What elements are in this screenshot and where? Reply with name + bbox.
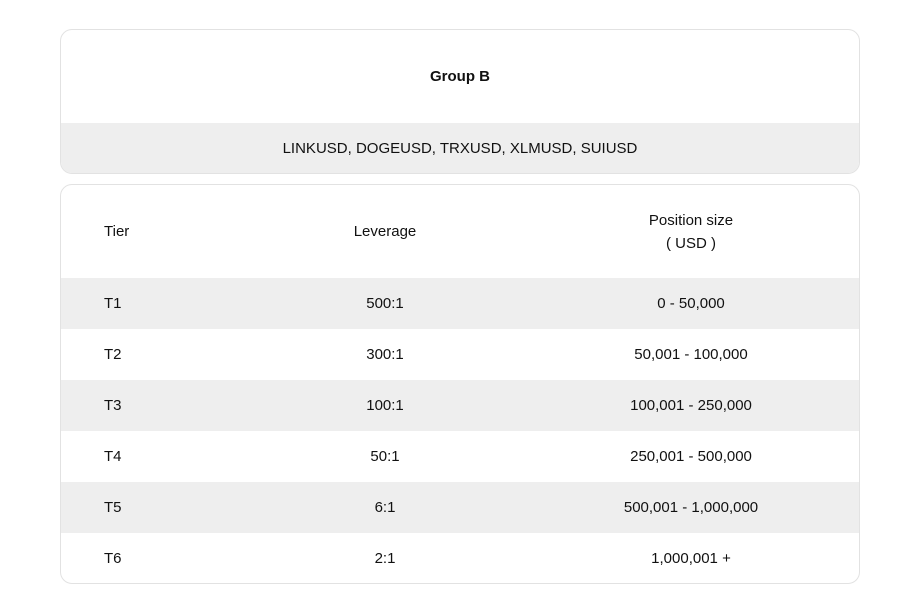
header-tier: Tier [104,223,130,240]
position-size-cell: 500,001 - 1,000,000 [623,499,759,516]
tier-cell: T2 [104,346,122,363]
tier-cell: T1 [104,295,122,312]
table-row [61,329,859,380]
leverage-cell: 300:1 [366,346,404,363]
leverage-cell: 50:1 [370,448,400,465]
position-size-cell: 250,001 - 500,000 [630,448,752,465]
header-leverage: Leverage [353,223,417,240]
leverage-cell: 2:1 [374,550,396,567]
header-position-size [649,209,733,255]
position-size-cell: 50,001 - 100,000 [634,346,748,363]
table-row [61,431,859,482]
position-size-cell: 1,000,001 + [651,550,731,567]
group-symbols: LINKUSD, DOGEUSD, TRXUSD, XLMUSD, SUIUSD [61,123,859,173]
group-title: Group B [430,68,490,85]
table-row [61,380,859,431]
tier-cell: T3 [104,397,122,414]
leverage-cell: 6:1 [374,499,396,516]
tier-cell: T6 [104,550,122,567]
position-size-cell: 100,001 - 250,000 [630,397,752,414]
header-position-label: Position size [648,211,734,229]
position-size-cell: 0 - 50,000 [657,295,725,312]
tier-cell: T5 [104,499,122,516]
table-row [61,533,859,584]
group-card [60,29,860,174]
leverage-cell: 500:1 [366,295,404,312]
leverage-cell: 100:1 [366,397,404,414]
leverage-tier-table [60,184,860,584]
header-position-unit: ( USD ) [666,234,716,252]
table-row [61,278,859,329]
table-row [61,482,859,533]
table-header-row [61,185,859,278]
tier-cell: T4 [104,448,122,465]
